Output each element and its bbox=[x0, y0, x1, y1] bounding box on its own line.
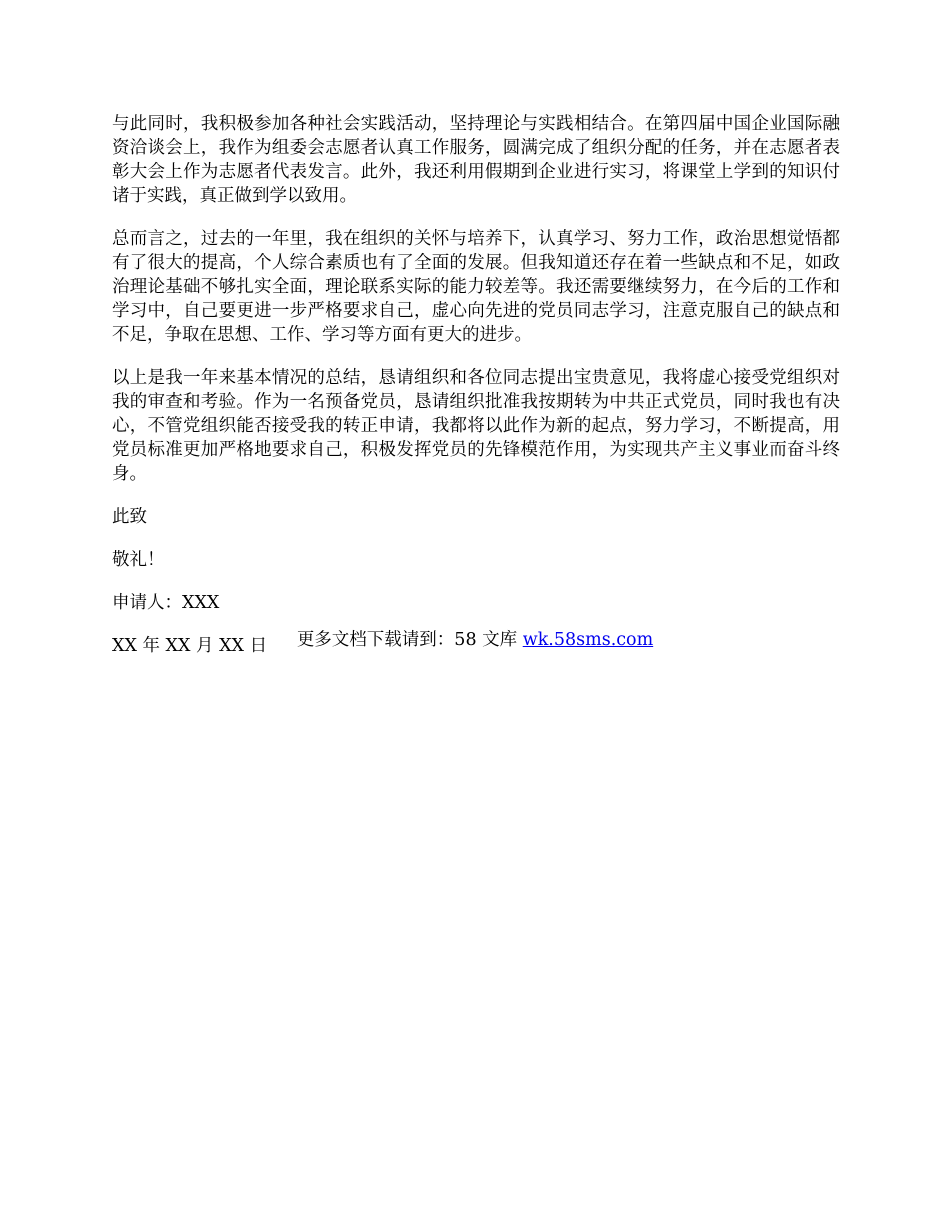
footer-text: 更多文档下载请到：58 文库 bbox=[296, 630, 523, 650]
closing-salutation: 此致 bbox=[112, 507, 147, 527]
download-footer bbox=[0, 628, 950, 652]
paragraph-practice: 与此同时，我积极参加各种社会实践活动，坚持理论与实践相结合。在第四届中国企业国际融资洽谈会上，我作为组委会志愿者认真工作服务，圆满完成了组织分配的任务，并在志愿者表彰大会上作为志愿者代表发言。此外，我还利用假期到企业进行实习，将课堂上学到的知识付诸于实践，真正做到学以致用。 bbox=[112, 114, 840, 206]
applicant-signature: 申请人：XXX bbox=[112, 593, 220, 613]
footer-link[interactable]: wk.58sms.com bbox=[522, 630, 654, 650]
letter-body bbox=[112, 112, 840, 677]
paragraph-summary: 总而言之，过去的一年里，我在组织的关怀与培养下，认真学习、努力工作，政治思想觉悟都有了很大的提高，个人综合素质也有了全面的发展。但我知道还存在着一些缺点和不足，如政治理论基础不够扎实全面，理论联系实际的能力较差等。我还需要继续努力，在今后的工作和学习中，自己要更进一步严格要求自己，虚心向先进的党员同志学习，注意克服自己的缺点和不足，争取在思想、工作、学习等方面有更大的进步。 bbox=[112, 229, 840, 345]
letter-date: XX 年 XX 月 XX 日 bbox=[112, 636, 268, 656]
paragraph-request: 以上是我一年来基本情况的总结，恳请组织和各位同志提出宝贵意见，我将虚心接受党组织对我的审查和考验。作为一名预备党员，恳请组织批准我按期转为中共正式党员，同时我也有决心，不管党组织能否接受我的转正申请，我都将以此作为新的起点，努力学习，不断提高，用党员标准更加严格地要求自己，积极发挥党员的先锋模范作用，为实现共产主义事业而奋斗终身。 bbox=[112, 368, 840, 484]
closing-regards: 敬礼！ bbox=[112, 550, 165, 570]
